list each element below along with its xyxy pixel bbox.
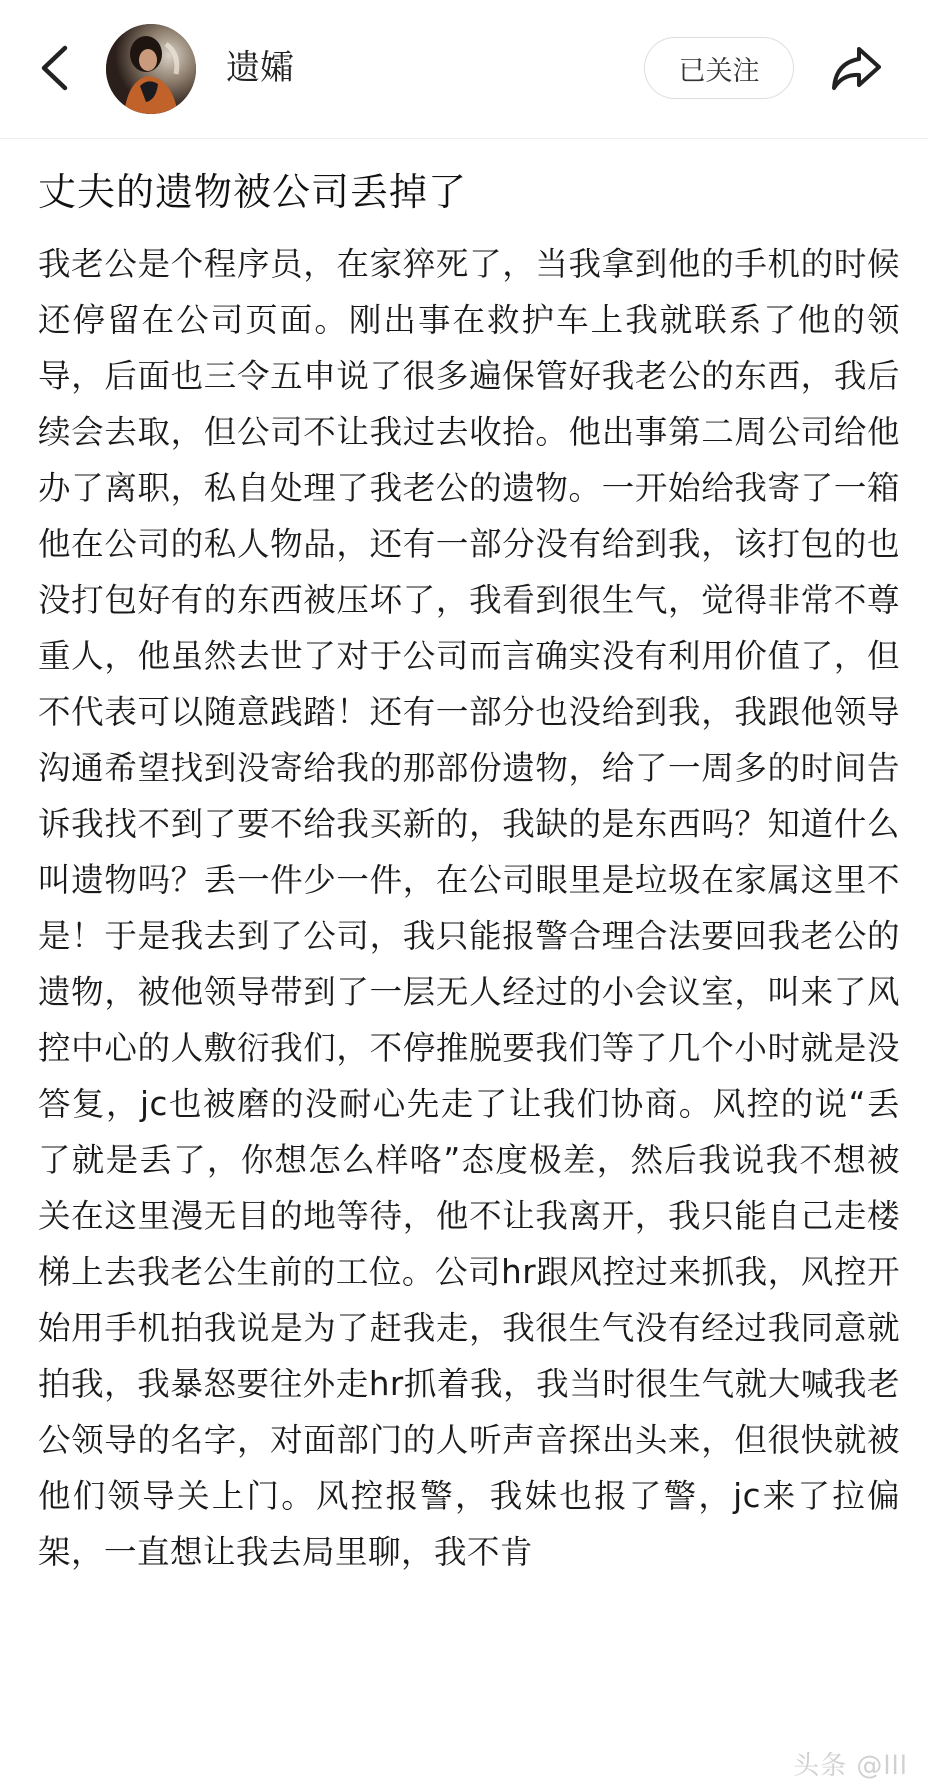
follow-button[interactable]: 已关注 xyxy=(644,37,794,99)
share-button[interactable] xyxy=(822,38,890,100)
article-title: 丈夫的遗物被公司丢掉了 xyxy=(38,170,468,214)
chevron-left-icon xyxy=(39,45,69,91)
avatar-image xyxy=(106,24,196,114)
top-bar xyxy=(0,0,928,139)
article xyxy=(38,160,900,1580)
article-body: 我老公是个程序员，在家猝死了，当我拿到他的手机的时候还停留在公司页面。刚出事在救护车上我就联系了他的领导，后面也三令五申说了很多遍保管好我老公的东西，我后续会去取，但公司不让我过去收拾。他出事第二周公司给他办了离职，私自处理了我老公的遗物。一开始给我寄了一箱他在公司的私人物品，还有一部分没有给到我，该打包的也没打包好有的东西被压坏了，我看到很生气，觉得非常不尊重人，他虽然去世了对于公司而言确实没有利用价值了，但不代表可以随意践踏！还有一部分也没给到我，我跟他领导沟通希望找到没寄给我的那部份遗物，给了一周多的时间告诉我找不到了要不给我买新的，我缺的是东西吗？知道什么叫遗物吗？丢一件少一件，在公司眼里是垃圾在家属这里不是！于是我去到了公司，我只能报警合理合法要回我老公的遗物，被他领导带到了一层无人经过的小会议室，叫来了风控中心的人敷衍我们，不停推脱要我们等了几个小时就是没答复，jc也被磨的没耐心先走了让我们协商。风控的说“丢了就是丢了，你想怎么样咯”态度极差，然后我说我不想被关在这里漫无目的地等待，他不让我离开，我只能自己走楼梯上去我老公生前的工位。公司hr跟风控过来抓我，风控开始用手机拍我说是为了赶我走，我很生气没有经过我同意就拍我，我暴怒要往外走hr抓着我，我当时很生气就大喊我老公领导的名字，对面部门的人听声音探出头来，但很快就被他们领导关上门。风控报警，我妹也报了警，jc来了拉偏架，一直想让我去局里聊，我不肯 xyxy=(38,245,900,1571)
username[interactable]: 遗孀 xyxy=(226,48,294,88)
share-arrow-icon xyxy=(829,45,883,93)
avatar[interactable] xyxy=(106,24,196,114)
back-button[interactable] xyxy=(30,38,78,98)
watermark: 头条 @lll xyxy=(793,1751,908,1781)
